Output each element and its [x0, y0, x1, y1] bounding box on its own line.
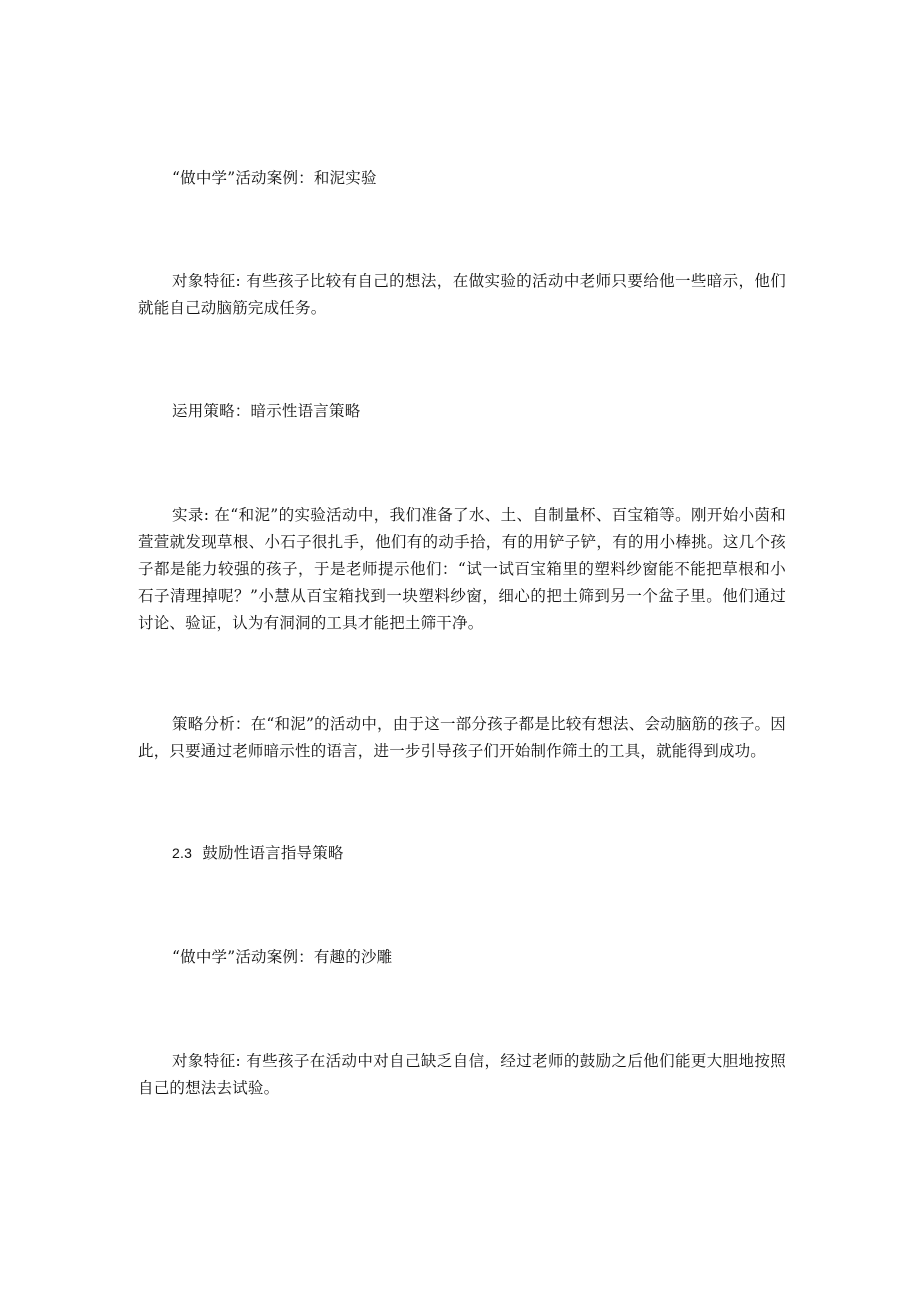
case2-object-features: 对象特征: 有些孩子在活动中对自己缺乏自信，经过老师的鼓励之后他们能更大胆地按照自己的想法去试验。 — [138, 1052, 786, 1097]
section-title: 鼓励性语言指导策略 — [202, 844, 344, 862]
case2-title: “做中学”活动案例：有趣的沙雕 — [172, 948, 393, 966]
case1-strategy: 运用策略：暗示性语言策略 — [172, 402, 361, 420]
case1-object-features: 对象特征: 有些孩子比较有自己的想法，在做实验的活动中老师只要给他一些暗示，他们就能自己动脑筋完成任务。 — [138, 272, 786, 317]
section-number: 2.3 — [172, 845, 193, 861]
section-heading — [138, 840, 786, 867]
case1-strategy-analysis: 策略分析：在“和泥”的活动中，由于这一部分孩子都是比较有想法、会动脑筋的孩子。因此，只要通过老师暗示性的语言，进一步引导孩子们开始制作筛土的工具，就能得到成功。 — [138, 715, 786, 760]
case1-title: “做中学”活动案例：和泥实验 — [172, 169, 377, 187]
case1-record: 实录: 在“和泥”的实验活动中，我们准备了水、土、自制量杯、百宝箱等。刚开始小茵和萱萱就发现草根、小石子很扎手，他们有的动手拾，有的用铲子铲，有的用小棒挑。这几个孩子都是能力较强的孩子，于是老师提示他们：“试一试百宝箱里的塑料纱窗能不能把草根和小石子清理掉呢？”小慧从百宝箱找到一块塑料纱窗，细心的把土筛到另一个盆子里。他们通过讨论、验证，认为有洞洞的工具才能把土筛干净。 — [138, 506, 786, 632]
